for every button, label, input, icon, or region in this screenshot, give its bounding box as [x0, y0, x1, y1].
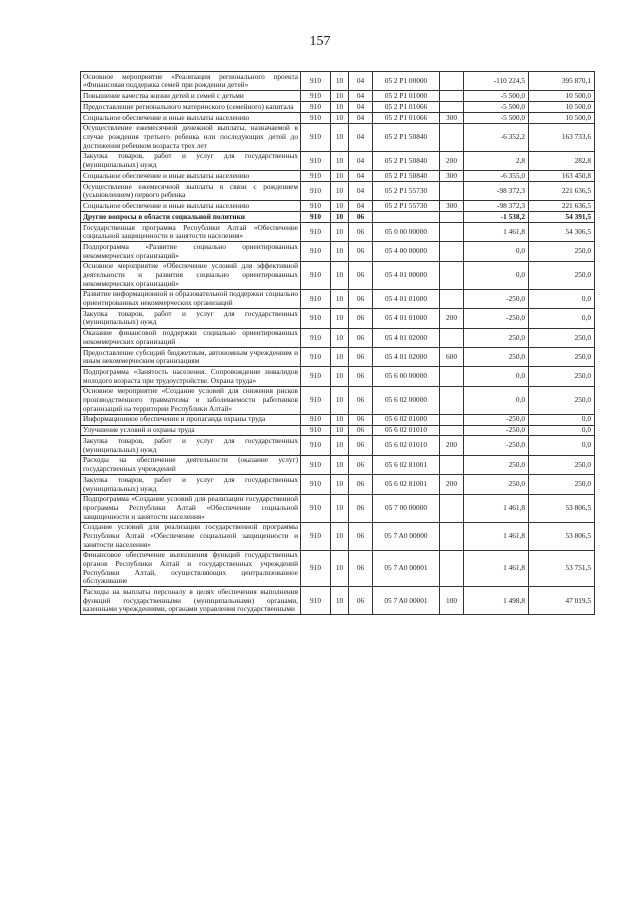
row-change-amount-cell: 1 498,8 [464, 587, 529, 615]
row-section-code-cell: 10 [331, 223, 349, 242]
row-expense-type-cell: 300 [440, 171, 464, 182]
row-name-cell: Расходы на выплаты персоналу в целях обеспечения выполнения функций государственными (муниципальными) органами, казенными учреждениями, органами управления государственными [81, 587, 301, 615]
row-expense-type-cell [440, 182, 464, 201]
table-row [81, 151, 595, 170]
row-target-article-cell: 05 2 P1 50840 [373, 151, 440, 170]
row-total-amount-cell: 163 450,8 [529, 171, 595, 182]
row-expense-type-cell [440, 425, 464, 436]
row-target-article-cell: 05 0 00 00000 [373, 223, 440, 242]
row-total-amount-cell: 250,0 [529, 242, 595, 261]
row-name-cell: Осуществление ежемесячной выплаты в связи с рождением (усыновлением) первого ребенка [81, 182, 301, 201]
table-row [81, 102, 595, 113]
row-expense-type-cell [440, 102, 464, 113]
row-ministry-code-cell: 910 [301, 386, 331, 414]
table-row [81, 475, 595, 494]
row-ministry-code-cell: 910 [301, 494, 331, 522]
row-subsection-code-cell: 04 [349, 91, 373, 102]
row-subsection-code-cell: 06 [349, 328, 373, 347]
row-name-cell: Улучшение условий и охраны труда [81, 425, 301, 436]
row-expense-type-cell: 200 [440, 309, 464, 328]
row-expense-type-cell: 600 [440, 348, 464, 367]
row-target-article-cell: 05 6 02 01000 [373, 414, 440, 425]
row-total-amount-cell: 10 500,0 [529, 113, 595, 124]
table-row [81, 91, 595, 102]
row-change-amount-cell: 1 461,8 [464, 522, 529, 550]
row-section-code-cell: 10 [331, 201, 349, 212]
row-expense-type-cell [440, 212, 464, 223]
row-name-cell: Социальное обеспечение и иные выплаты населению [81, 113, 301, 124]
row-total-amount-cell: 0,0 [529, 436, 595, 455]
row-subsection-code-cell: 06 [349, 587, 373, 615]
row-change-amount-cell: 0,0 [464, 386, 529, 414]
row-subsection-code-cell: 06 [349, 436, 373, 455]
row-target-article-cell [373, 212, 440, 223]
row-section-code-cell: 10 [331, 367, 349, 386]
table-row [81, 171, 595, 182]
table-row [81, 123, 595, 151]
table-row [81, 261, 595, 289]
row-section-code-cell: 10 [331, 151, 349, 170]
row-total-amount-cell: 54 391,5 [529, 212, 595, 223]
row-name-cell: Закупка товаров, работ и услуг для государственных (муниципальных) нужд [81, 475, 301, 494]
row-expense-type-cell [440, 91, 464, 102]
table-row [81, 455, 595, 474]
table-row [81, 212, 595, 223]
table-row [81, 72, 595, 91]
row-change-amount-cell: -6 352,2 [464, 123, 529, 151]
row-total-amount-cell: 54 306,5 [529, 223, 595, 242]
row-change-amount-cell: 0,0 [464, 261, 529, 289]
row-total-amount-cell: 250,0 [529, 367, 595, 386]
table-row [81, 201, 595, 212]
row-name-cell: Предоставление регионального материнского (семейного) капитала [81, 102, 301, 113]
row-name-cell: Основное мероприятие «Реализация регионального проекта «Финансовая поддержка семей при рождении детей» [81, 72, 301, 91]
row-total-amount-cell: 47 019,5 [529, 587, 595, 615]
table-row [81, 113, 595, 124]
row-name-cell: Закупка товаров, работ и услуг для государственных (муниципальных) нужд [81, 151, 301, 170]
row-ministry-code-cell: 910 [301, 328, 331, 347]
row-name-cell: Оказание финансовой поддержки социально ориентированных некоммерческих организаций [81, 328, 301, 347]
row-change-amount-cell: -5 500,0 [464, 91, 529, 102]
row-expense-type-cell [440, 455, 464, 474]
row-change-amount-cell: -6 355,0 [464, 171, 529, 182]
row-name-cell: Развитие информационной и образовательной поддержки социально ориентированных некоммерческих организаций [81, 289, 301, 308]
row-expense-type-cell [440, 72, 464, 91]
row-total-amount-cell: 250,0 [529, 386, 595, 414]
row-name-cell: Закупка товаров, работ и услуг для государственных (муниципальных) нужд [81, 309, 301, 328]
row-ministry-code-cell: 910 [301, 123, 331, 151]
row-ministry-code-cell: 910 [301, 475, 331, 494]
row-subsection-code-cell: 04 [349, 171, 373, 182]
table-row [81, 328, 595, 347]
row-name-cell: Социальное обеспечение и иные выплаты населению [81, 201, 301, 212]
row-name-cell: Подпрограмма «Занятость населения. Сопровождение инвалидов молодого возраста при трудоустройстве. Охрана труда» [81, 367, 301, 386]
row-ministry-code-cell: 910 [301, 261, 331, 289]
row-subsection-code-cell: 06 [349, 223, 373, 242]
row-subsection-code-cell: 06 [349, 414, 373, 425]
row-change-amount-cell: -250,0 [464, 414, 529, 425]
row-expense-type-cell [440, 494, 464, 522]
row-change-amount-cell: -98 372,3 [464, 201, 529, 212]
row-ministry-code-cell: 910 [301, 171, 331, 182]
table-row [81, 386, 595, 414]
row-subsection-code-cell: 06 [349, 242, 373, 261]
row-name-cell: Другие вопросы в области социальной политики [81, 212, 301, 223]
row-name-cell: Социальное обеспечение и иные выплаты населению [81, 171, 301, 182]
row-section-code-cell: 10 [331, 425, 349, 436]
row-target-article-cell: 05 4 01 02000 [373, 348, 440, 367]
row-total-amount-cell: 250,0 [529, 348, 595, 367]
row-ministry-code-cell: 910 [301, 223, 331, 242]
page-number: 157 [309, 34, 331, 49]
row-target-article-cell: 05 6 02 00000 [373, 386, 440, 414]
row-name-cell: Осуществление ежемесячной денежной выплаты, назначаемой в случае рождения третьего ребенка или последующих детей до достижения ребенком возраста трех лет [81, 123, 301, 151]
row-section-code-cell: 10 [331, 91, 349, 102]
row-target-article-cell: 05 6 02 81001 [373, 475, 440, 494]
row-change-amount-cell: 250,0 [464, 475, 529, 494]
row-total-amount-cell: 0,0 [529, 414, 595, 425]
row-target-article-cell: 05 6 02 01010 [373, 425, 440, 436]
row-change-amount-cell: 250,0 [464, 328, 529, 347]
row-subsection-code-cell: 06 [349, 367, 373, 386]
row-section-code-cell: 10 [331, 348, 349, 367]
row-section-code-cell: 10 [331, 436, 349, 455]
table-body [81, 72, 595, 615]
row-section-code-cell: 10 [331, 171, 349, 182]
table-row [81, 289, 595, 308]
row-expense-type-cell: 200 [440, 475, 464, 494]
row-subsection-code-cell: 04 [349, 113, 373, 124]
row-expense-type-cell: 300 [440, 113, 464, 124]
row-ministry-code-cell: 910 [301, 182, 331, 201]
table-row [81, 522, 595, 550]
row-subsection-code-cell: 04 [349, 72, 373, 91]
row-ministry-code-cell: 910 [301, 522, 331, 550]
row-subsection-code-cell: 06 [349, 494, 373, 522]
row-ministry-code-cell: 910 [301, 242, 331, 261]
row-target-article-cell: 05 7 A0 00000 [373, 522, 440, 550]
row-target-article-cell: 05 4 01 02000 [373, 328, 440, 347]
row-ministry-code-cell: 910 [301, 455, 331, 474]
row-change-amount-cell: -250,0 [464, 436, 529, 455]
row-name-cell: Финансовое обеспечение выполнения функций государственных органов Республики Алтай и государственных учреждений Республики Алтай, осуществляющих централизованное обслуживание [81, 550, 301, 587]
row-ministry-code-cell: 910 [301, 309, 331, 328]
row-expense-type-cell [440, 123, 464, 151]
row-total-amount-cell: 221 636,5 [529, 201, 595, 212]
table-row [81, 550, 595, 587]
table-row [81, 182, 595, 201]
row-section-code-cell: 10 [331, 289, 349, 308]
row-total-amount-cell: 10 500,0 [529, 102, 595, 113]
row-section-code-cell: 10 [331, 328, 349, 347]
row-name-cell: Повышение качества жизни детей и семей с детьми [81, 91, 301, 102]
row-change-amount-cell: 0,0 [464, 242, 529, 261]
row-section-code-cell: 10 [331, 386, 349, 414]
row-subsection-code-cell: 04 [349, 201, 373, 212]
table-row [81, 587, 595, 615]
row-section-code-cell: 10 [331, 587, 349, 615]
table-row [81, 348, 595, 367]
row-expense-type-cell: 200 [440, 436, 464, 455]
row-total-amount-cell: 250,0 [529, 328, 595, 347]
row-ministry-code-cell: 910 [301, 367, 331, 386]
row-target-article-cell: 05 6 02 01010 [373, 436, 440, 455]
row-total-amount-cell: 250,0 [529, 475, 595, 494]
table-row [81, 367, 595, 386]
row-target-article-cell: 05 2 P1 55730 [373, 201, 440, 212]
row-subsection-code-cell: 06 [349, 309, 373, 328]
row-change-amount-cell: 1 461,8 [464, 550, 529, 587]
row-expense-type-cell: 300 [440, 201, 464, 212]
row-name-cell: Подпрограмма «Создание условий для реализации государственной программы Республики Алтай «Обеспечение социальной защищенности и занятости населения» [81, 494, 301, 522]
row-change-amount-cell: 2,8 [464, 151, 529, 170]
row-section-code-cell: 10 [331, 123, 349, 151]
row-expense-type-cell [440, 223, 464, 242]
row-change-amount-cell: 250,0 [464, 455, 529, 474]
row-target-article-cell: 05 4 01 01000 [373, 289, 440, 308]
row-section-code-cell: 10 [331, 522, 349, 550]
table-row [81, 309, 595, 328]
row-subsection-code-cell: 04 [349, 102, 373, 113]
row-ministry-code-cell: 910 [301, 201, 331, 212]
row-change-amount-cell: -5 500,0 [464, 113, 529, 124]
row-change-amount-cell: -98 372,3 [464, 182, 529, 201]
row-change-amount-cell: 0,0 [464, 367, 529, 386]
row-ministry-code-cell: 910 [301, 72, 331, 91]
row-subsection-code-cell: 04 [349, 182, 373, 201]
row-expense-type-cell [440, 414, 464, 425]
row-target-article-cell: 05 7 A0 00001 [373, 587, 440, 615]
row-ministry-code-cell: 910 [301, 289, 331, 308]
row-expense-type-cell: 200 [440, 151, 464, 170]
row-total-amount-cell: 163 733,6 [529, 123, 595, 151]
row-total-amount-cell: 53 751,5 [529, 550, 595, 587]
row-total-amount-cell: 0,0 [529, 425, 595, 436]
row-subsection-code-cell: 06 [349, 550, 373, 587]
row-change-amount-cell: 1 461,8 [464, 223, 529, 242]
table-row [81, 242, 595, 261]
row-name-cell: Предоставление субсидий бюджетным, автономным учреждениям и иным некоммерческим организациям [81, 348, 301, 367]
table-row [81, 223, 595, 242]
row-name-cell: Расходы на обеспечение деятельности (оказание услуг) государственных учреждений [81, 455, 301, 474]
row-total-amount-cell: 395 870,1 [529, 72, 595, 91]
row-subsection-code-cell: 06 [349, 386, 373, 414]
row-total-amount-cell: 10 500,0 [529, 91, 595, 102]
row-ministry-code-cell: 910 [301, 436, 331, 455]
row-target-article-cell: 05 2 P1 01066 [373, 113, 440, 124]
row-subsection-code-cell: 06 [349, 212, 373, 223]
row-expense-type-cell [440, 522, 464, 550]
row-ministry-code-cell: 910 [301, 151, 331, 170]
row-ministry-code-cell: 910 [301, 212, 331, 223]
row-change-amount-cell: 1 461,8 [464, 494, 529, 522]
row-subsection-code-cell: 06 [349, 425, 373, 436]
row-section-code-cell: 10 [331, 475, 349, 494]
row-target-article-cell: 05 2 P1 50840 [373, 123, 440, 151]
row-section-code-cell: 10 [331, 113, 349, 124]
row-section-code-cell: 10 [331, 455, 349, 474]
row-change-amount-cell: -250,0 [464, 425, 529, 436]
budget-table [80, 71, 595, 615]
row-total-amount-cell: 0,0 [529, 289, 595, 308]
row-total-amount-cell: 221 636,5 [529, 182, 595, 201]
row-name-cell: Подпрограмма «Развитие социально ориентированных некоммерческих организаций» [81, 242, 301, 261]
row-expense-type-cell [440, 386, 464, 414]
row-target-article-cell: 05 2 P1 01000 [373, 91, 440, 102]
row-section-code-cell: 10 [331, 414, 349, 425]
row-change-amount-cell: -250,0 [464, 289, 529, 308]
row-target-article-cell: 05 4 01 00000 [373, 261, 440, 289]
row-target-article-cell: 05 6 00 00000 [373, 367, 440, 386]
row-total-amount-cell: 250,0 [529, 455, 595, 474]
row-change-amount-cell: 250,0 [464, 348, 529, 367]
table-row [81, 414, 595, 425]
row-change-amount-cell: -250,0 [464, 309, 529, 328]
row-total-amount-cell: 282,8 [529, 151, 595, 170]
table-row [81, 425, 595, 436]
row-name-cell: Создание условий для реализации государственной программы Республики Алтай «Обеспечение социальной защищенности и занятости населения» [81, 522, 301, 550]
row-name-cell: Информационное обеспечение и пропаганда охраны труда [81, 414, 301, 425]
row-ministry-code-cell: 910 [301, 414, 331, 425]
table-row [81, 436, 595, 455]
row-expense-type-cell [440, 289, 464, 308]
row-expense-type-cell [440, 261, 464, 289]
row-section-code-cell: 10 [331, 182, 349, 201]
row-section-code-cell: 10 [331, 309, 349, 328]
row-target-article-cell: 05 2 P1 50840 [373, 171, 440, 182]
row-name-cell: Государственная программа Республики Алтай «Обеспечение социальной защищенности и занятости населения» [81, 223, 301, 242]
row-target-article-cell: 05 2 P1 01066 [373, 102, 440, 113]
row-subsection-code-cell: 06 [349, 475, 373, 494]
row-name-cell: Основное мероприятие «Создание условий для снижения рисков производственного травматизма и заболеваемости работников организаций на территории Республики Алтай» [81, 386, 301, 414]
row-expense-type-cell [440, 367, 464, 386]
row-target-article-cell: 05 2 P1 55730 [373, 182, 440, 201]
row-subsection-code-cell: 06 [349, 348, 373, 367]
row-section-code-cell: 10 [331, 242, 349, 261]
row-target-article-cell: 05 7 00 00000 [373, 494, 440, 522]
row-change-amount-cell: -1 538,2 [464, 212, 529, 223]
row-expense-type-cell [440, 550, 464, 587]
row-section-code-cell: 10 [331, 261, 349, 289]
row-expense-type-cell [440, 328, 464, 347]
row-expense-type-cell [440, 242, 464, 261]
row-section-code-cell: 10 [331, 494, 349, 522]
row-subsection-code-cell: 06 [349, 289, 373, 308]
row-section-code-cell: 10 [331, 550, 349, 587]
row-expense-type-cell: 100 [440, 587, 464, 615]
row-change-amount-cell: -110 224,5 [464, 72, 529, 91]
row-subsection-code-cell: 06 [349, 455, 373, 474]
row-total-amount-cell: 0,0 [529, 309, 595, 328]
row-ministry-code-cell: 910 [301, 587, 331, 615]
row-subsection-code-cell: 06 [349, 522, 373, 550]
row-section-code-cell: 10 [331, 72, 349, 91]
row-total-amount-cell: 250,0 [529, 261, 595, 289]
row-ministry-code-cell: 910 [301, 91, 331, 102]
row-target-article-cell: 05 6 02 81001 [373, 455, 440, 474]
row-ministry-code-cell: 910 [301, 113, 331, 124]
row-section-code-cell: 10 [331, 102, 349, 113]
row-subsection-code-cell: 04 [349, 123, 373, 151]
row-target-article-cell: 05 4 01 01000 [373, 309, 440, 328]
row-ministry-code-cell: 910 [301, 348, 331, 367]
row-total-amount-cell: 53 806,5 [529, 494, 595, 522]
row-name-cell: Закупка товаров, работ и услуг для государственных (муниципальных) нужд [81, 436, 301, 455]
row-subsection-code-cell: 06 [349, 261, 373, 289]
row-target-article-cell: 05 7 A0 00001 [373, 550, 440, 587]
row-subsection-code-cell: 04 [349, 151, 373, 170]
row-ministry-code-cell: 910 [301, 102, 331, 113]
table-row [81, 494, 595, 522]
row-change-amount-cell: -5 500,0 [464, 102, 529, 113]
row-target-article-cell: 05 2 P1 00000 [373, 72, 440, 91]
row-ministry-code-cell: 910 [301, 550, 331, 587]
row-section-code-cell: 10 [331, 212, 349, 223]
row-target-article-cell: 05 4 00 00000 [373, 242, 440, 261]
row-name-cell: Основное мероприятие «Обеспечение условий для эффективной деятельности и развития социально ориентированных некоммерческих организаций» [81, 261, 301, 289]
row-total-amount-cell: 53 806,5 [529, 522, 595, 550]
row-ministry-code-cell: 910 [301, 425, 331, 436]
